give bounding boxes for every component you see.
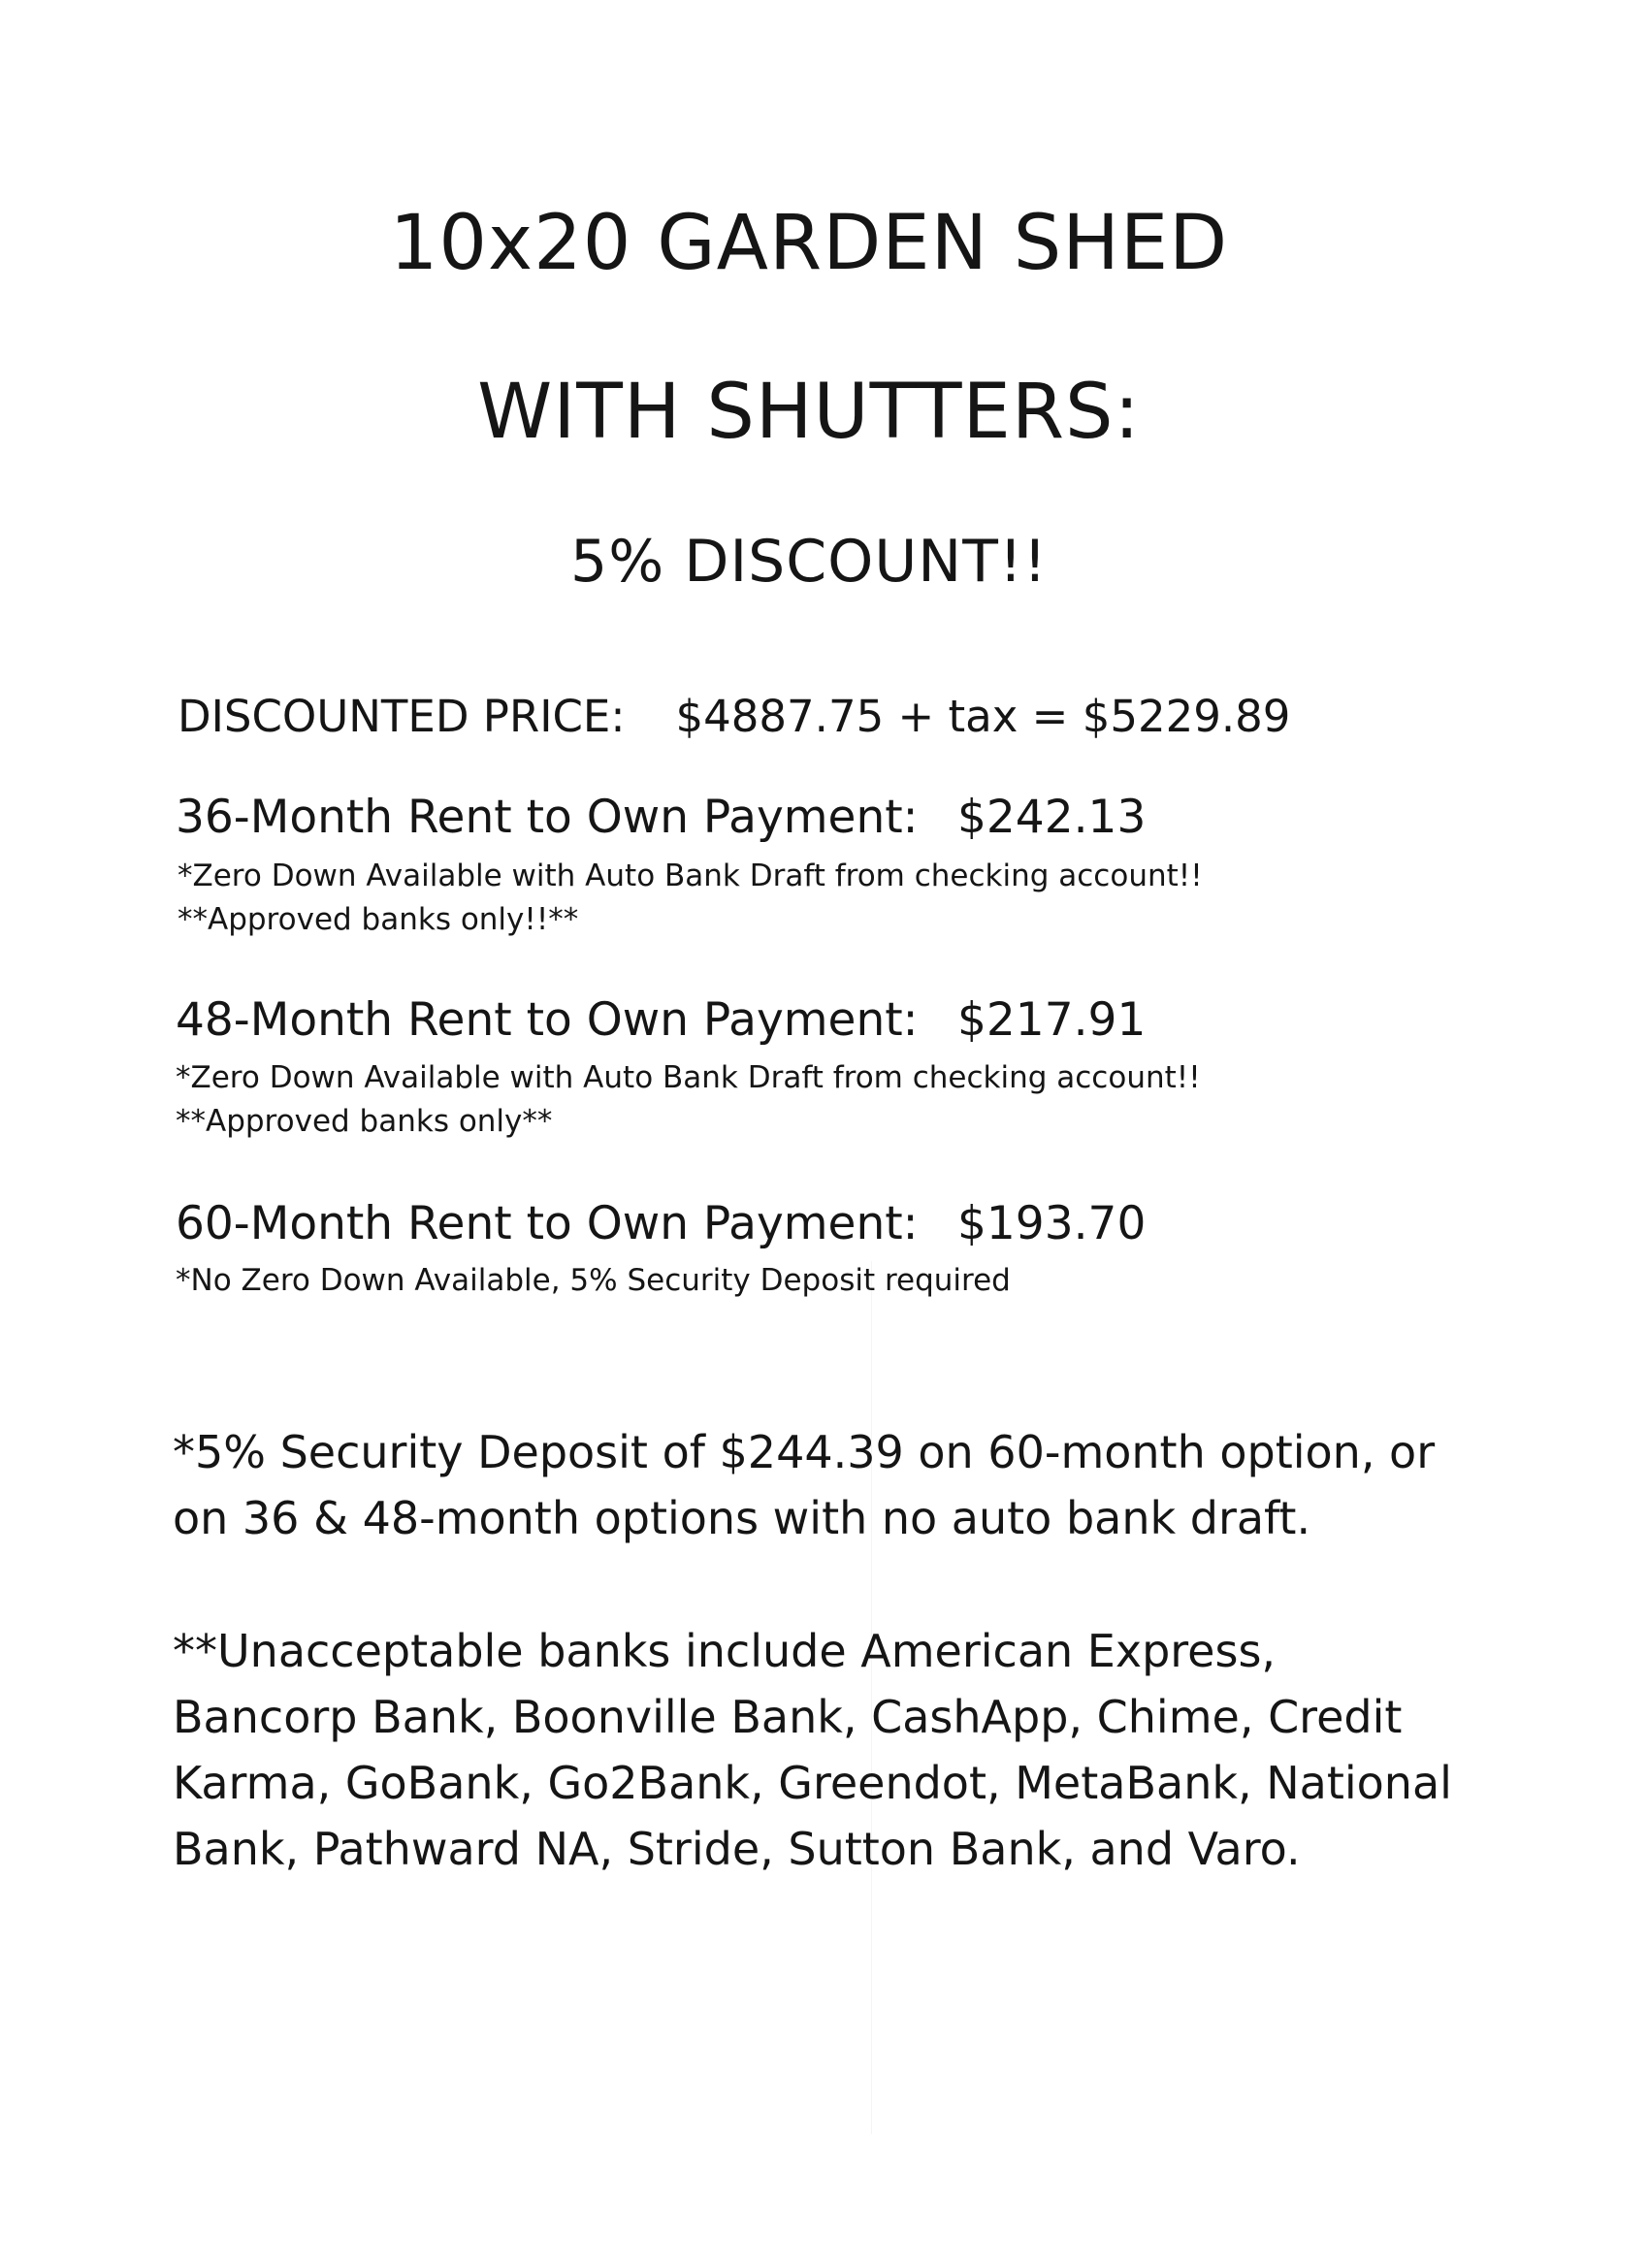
unacceptable-banks-note: [173, 1618, 1452, 1882]
plan-36-note-1: *Zero Down Available with Auto Bank Draft from checking account!!: [178, 859, 1203, 893]
discount-headline: 5% DISCOUNT!!: [570, 528, 1048, 596]
plan-60-title: [176, 1197, 1147, 1250]
plan-48-amount: $217.91: [957, 993, 1147, 1047]
security-deposit-note: [173, 1419, 1435, 1551]
plan-60-label: 60-Month Rent to Own Payment:: [176, 1197, 919, 1250]
plan-60-amount: $193.70: [957, 1197, 1147, 1250]
title-line-1: 10x20 GARDEN SHED: [389, 200, 1229, 287]
plan-36-title: [176, 791, 1147, 844]
plan-36-note-2: **Approved banks only!!**: [178, 902, 579, 937]
deposit-note-line-1: *5% Security Deposit of $244.39 on 60-month option, or: [173, 1426, 1436, 1478]
banks-note-line-4: Bank, Pathward NA, Stride, Sutton Bank, and Varo.: [173, 1823, 1301, 1875]
plan-36-amount: $242.13: [957, 791, 1147, 844]
plan-48-title: [176, 993, 1147, 1047]
price-value: $4887.75 + tax = $5229.89: [675, 691, 1291, 742]
deposit-note-line-2: on 36 & 48-month options with no auto bank draft.: [173, 1492, 1311, 1544]
price-label: DISCOUNTED PRICE:: [178, 691, 626, 742]
plan-48-label: 48-Month Rent to Own Payment:: [176, 993, 919, 1047]
banks-note-line-3: Karma, GoBank, Go2Bank, Greendot, MetaBank, National: [173, 1757, 1452, 1809]
banks-note-line-2: Bancorp Bank, Boonville Bank, CashApp, Chime, Credit: [173, 1691, 1403, 1743]
plan-36-label: 36-Month Rent to Own Payment:: [176, 791, 919, 844]
plan-48-note-1: *Zero Down Available with Auto Bank Draft from checking account!!: [176, 1060, 1201, 1095]
title-line-2: WITH SHUTTERS:: [477, 369, 1141, 456]
plan-48-note-2: **Approved banks only**: [176, 1104, 553, 1139]
plan-60-note-1: *No Zero Down Available, 5% Security Deposit required: [176, 1263, 1011, 1298]
discounted-price-line: [178, 691, 1290, 742]
banks-note-line-1: **Unacceptable banks include American Express,: [173, 1625, 1277, 1677]
